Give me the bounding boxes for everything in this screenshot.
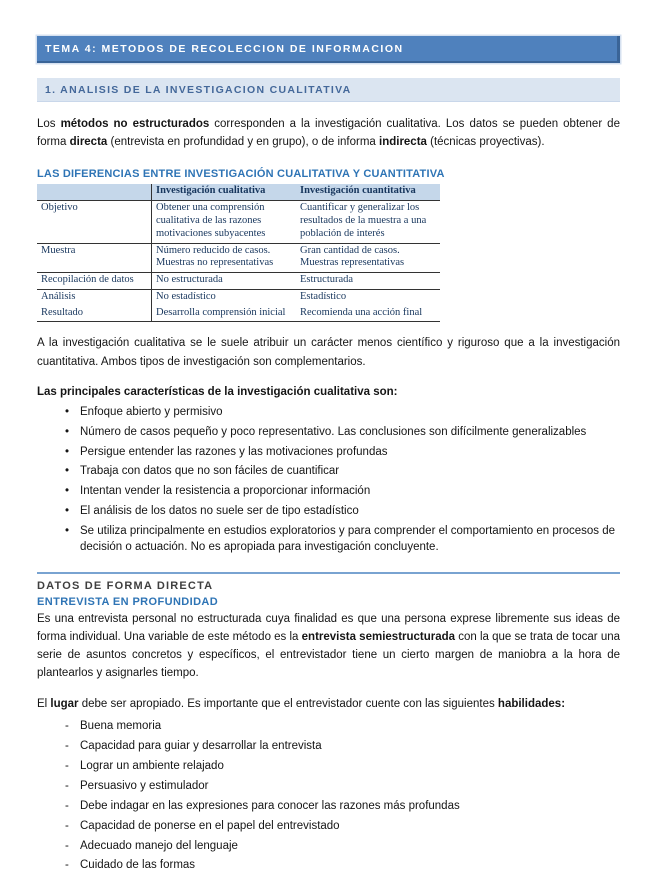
list-item-text: Número de casos pequeño y poco representativo. Las conclusiones son difícilmente generalizables xyxy=(80,425,587,438)
list-marker: • xyxy=(65,524,70,537)
characteristics-intro: Las principales características de la investigación cualitativa son: xyxy=(37,385,398,398)
list-item-text: Se utiliza principalmente en estudios exploratorios y para comprender el comportamiento en procesos de decisión o actuación. No es apropiada para investigación concluyente. xyxy=(80,524,616,553)
list-item-text: Lograr un ambiente relajado xyxy=(80,760,224,773)
list-item xyxy=(37,484,620,500)
characteristics-list xyxy=(37,405,620,556)
list-item xyxy=(37,779,620,795)
list-item-text: Persuasivo y estimulador xyxy=(80,780,209,793)
section-divider xyxy=(37,572,620,574)
list-item-text: Capacidad para guiar y desarrollar la entrevista xyxy=(80,740,322,753)
text-run: Los xyxy=(37,118,61,130)
table-cell: Estadístico xyxy=(300,290,347,302)
text-run: métodos no estructurados xyxy=(60,118,210,130)
list-marker: • xyxy=(65,505,70,518)
list-item-text: Buena memoria xyxy=(80,720,162,733)
list-item xyxy=(37,759,620,775)
section-title-bar: 1. ANALISIS DE LA INVESTIGACION CUALITATIVA xyxy=(37,78,620,102)
list-marker: • xyxy=(65,425,70,438)
list-item xyxy=(37,819,620,835)
table-row xyxy=(37,273,440,290)
list-marker: • xyxy=(65,485,70,498)
table-header-cell: Investigación cualitativa xyxy=(152,184,297,200)
list-item xyxy=(37,839,620,855)
text-run: directa xyxy=(69,136,108,149)
list-marker: • xyxy=(65,405,70,418)
list-item-text: Persigue entender las razones y las motivaciones profundas xyxy=(80,445,388,458)
table-cell: Análisis xyxy=(41,290,76,302)
text-run: Es una entrevista personal no estructurada cuya finalidad es que una persona exprese libremente sus ideas de forma individual. Una variable de este método es la xyxy=(37,612,620,643)
list-item xyxy=(37,524,620,556)
text-run: con la que se trata de tocar una serie de asuntos concretos y específicos, el entrevistador tiene un cierto margen de maniobra a la hora de plantearlos y asignarles tiempo. xyxy=(37,630,621,680)
table-cell: Obtener una comprensión cualitativa de las razones motivaciones subyacentes xyxy=(152,201,297,243)
list-item xyxy=(37,425,620,441)
list-item xyxy=(37,464,620,480)
table-cell: No estadístico xyxy=(152,289,297,305)
list-marker: - xyxy=(65,839,69,852)
list-marker: • xyxy=(65,465,70,478)
list-item-text: Adecuado manejo del lenguaje xyxy=(80,839,238,852)
list-item xyxy=(37,858,620,874)
list-marker: - xyxy=(65,740,69,753)
complementary-paragraph: A la investigación cualitativa se le suele atribuir un carácter menos científico y riguroso que a la investigación cuantitativa. Ambos tipos de investigación son complementarios. xyxy=(37,337,620,368)
table-row xyxy=(37,201,440,243)
list-marker: - xyxy=(65,799,69,812)
table-cell: Cuantificar y generalizar los resultados de la muestra a una población de interés xyxy=(296,201,440,243)
intro-paragraph xyxy=(37,115,620,151)
list-marker: - xyxy=(65,780,69,793)
skills-list xyxy=(37,719,620,874)
list-item xyxy=(37,405,620,421)
table-cell: Recomienda una acción final xyxy=(296,306,440,322)
list-item xyxy=(37,445,620,461)
list-marker: - xyxy=(65,720,69,733)
list-item-text: Cuidado de las formas xyxy=(80,859,196,872)
direct-data-heading: DATOS DE FORMA DIRECTA xyxy=(37,579,214,592)
text-run: habilidades: xyxy=(497,698,566,711)
text-run: debe ser apropiado. Es importante que el entrevistador cuente con las siguientes xyxy=(78,698,498,711)
table-row xyxy=(37,289,440,305)
table-cell: Recopilación de datos xyxy=(37,273,152,290)
list-item-text: Enfoque abierto y permisivo xyxy=(80,405,223,418)
table-header-cell xyxy=(37,184,152,200)
text-run: entrevista semiestructurada xyxy=(301,630,456,643)
table-cell: Objetivo xyxy=(37,201,152,243)
list-item-text: Capacidad de ponerse en el papel del entrevistado xyxy=(80,819,340,832)
table-cell: Número reducido de casos. Muestras no representativas xyxy=(152,243,297,273)
list-item xyxy=(37,719,620,735)
text-run: (técnicas proyectivas). xyxy=(426,136,545,149)
interview-heading: ENTREVISTA EN PROFUNDIDAD xyxy=(37,595,219,608)
list-item-text: Intentan vender la resistencia a proporcionar información xyxy=(80,485,371,498)
table-header-row xyxy=(37,184,440,200)
list-item xyxy=(37,799,620,815)
list-item-text: El análisis de los datos no suele ser de tipo estadístico xyxy=(80,505,359,518)
table-cell: Muestra xyxy=(37,243,152,273)
list-item-text: Trabaja con datos que no son fáciles de cuantificar xyxy=(80,465,340,478)
list-item xyxy=(37,739,620,755)
list-marker: - xyxy=(65,760,69,773)
comparison-table xyxy=(37,184,440,322)
table-header-cell: Investigación cuantitativa xyxy=(296,184,440,200)
place-paragraph xyxy=(37,695,620,713)
table-row xyxy=(37,306,440,322)
topic-title-bar: TEMA 4: METODOS DE RECOLECCION DE INFORMACION xyxy=(37,36,620,63)
table-cell: Estructurada xyxy=(296,273,440,290)
text-run: (entrevista en profundidad y en grupo), o de informa xyxy=(107,136,379,149)
list-marker: - xyxy=(65,859,69,872)
table-cell: Resultado xyxy=(37,306,152,322)
table-cell: No estructurada xyxy=(152,273,297,290)
table-cell: Desarrolla comprensión inicial xyxy=(152,306,297,322)
list-marker: - xyxy=(65,819,69,832)
interview-description xyxy=(37,610,620,683)
list-marker: • xyxy=(65,445,70,458)
text-run: corresponden a la investigación cualitativa. Los datos se pueden obtener de forma xyxy=(37,118,620,149)
table-cell: Gran cantidad de casos. Muestras representativas xyxy=(296,243,440,273)
text-run: El xyxy=(37,698,51,711)
table-row xyxy=(37,243,440,273)
list-item xyxy=(37,504,620,520)
text-run: indirecta xyxy=(379,136,427,149)
list-item-text: Debe indagar en las expresiones para conocer las razones más profundas xyxy=(80,799,460,812)
text-run: lugar xyxy=(50,698,79,711)
comparison-heading: LAS DIFERENCIAS ENTRE INVESTIGACIÓN CUALITATIVA Y CUANTITATIVA xyxy=(37,168,445,181)
